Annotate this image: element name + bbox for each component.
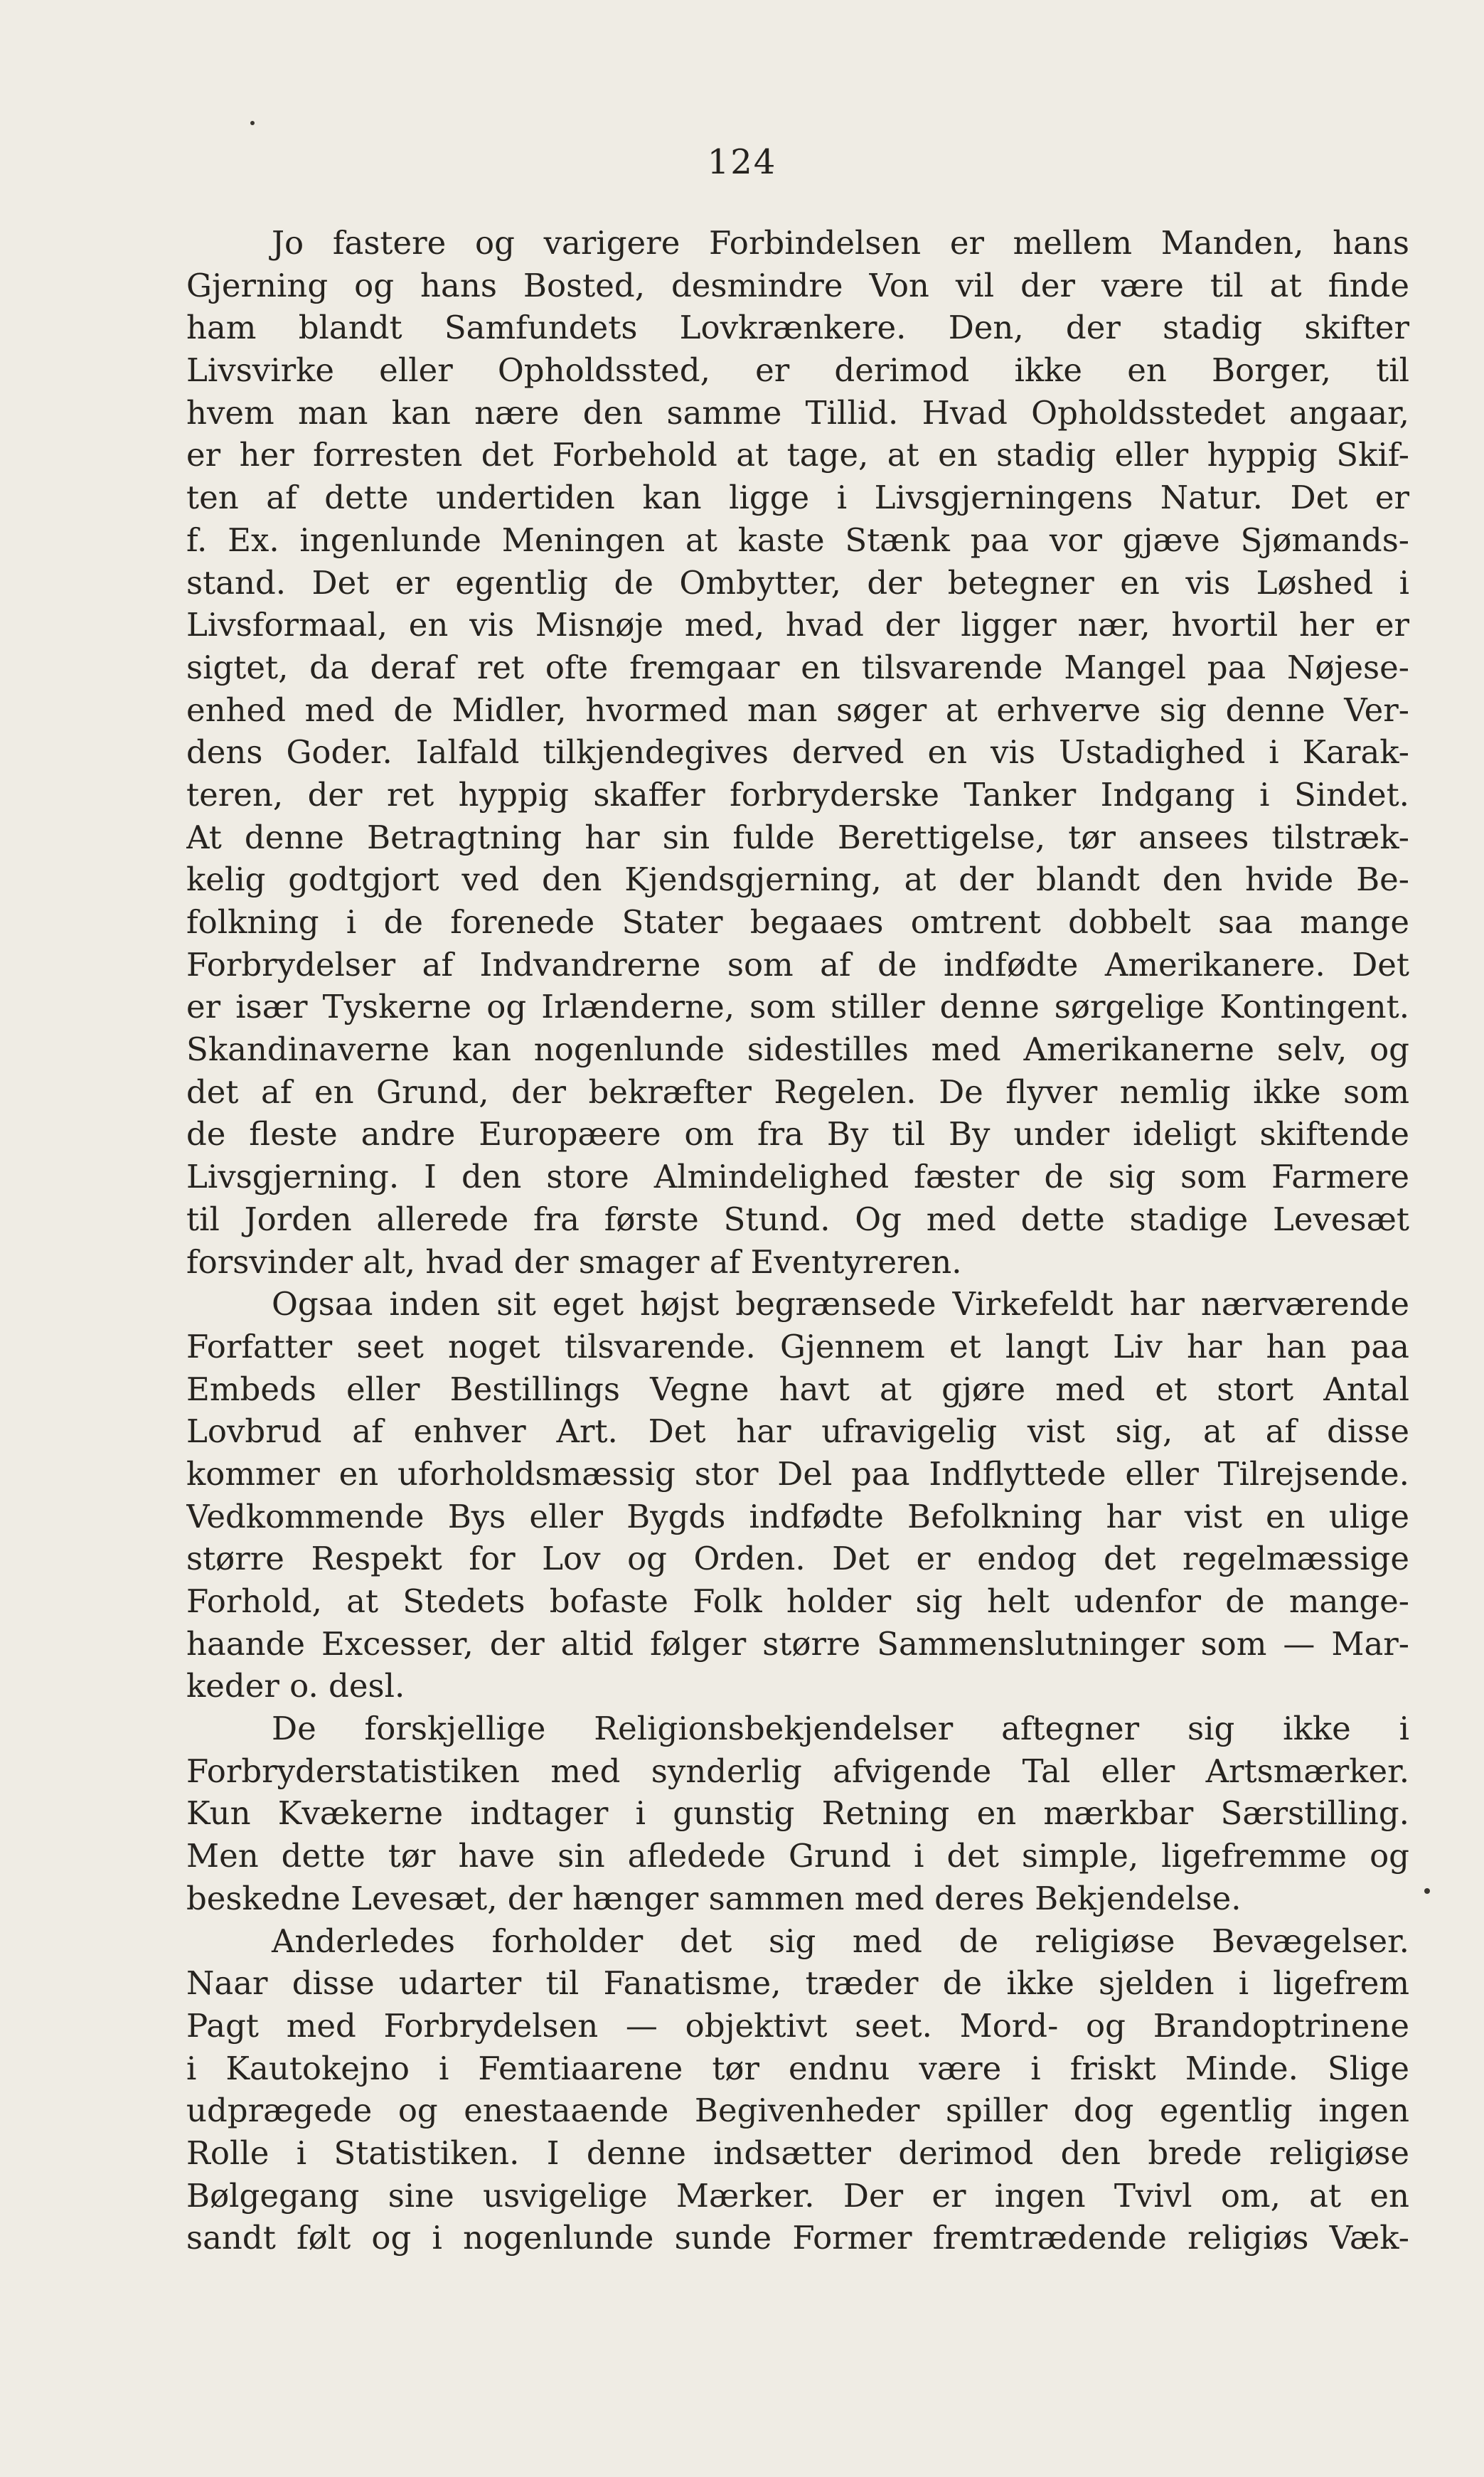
text-line: Livsgjerning. I den store Almindelighed fæster de sig som Farmere <box>186 1158 1409 1196</box>
text-line: teren, der ret hyppig skaffer forbryderske Tanker Indgang i Sindet. <box>186 775 1409 814</box>
text-line: De forskjellige Religionsbekjendelser aftegner sig ikke i <box>272 1710 1409 1748</box>
text-line: Forhold, at Stedets bofaste Folk holder sig helt udenfor de mange- <box>186 1582 1409 1620</box>
page-number: 124 <box>707 142 777 182</box>
text-line: Ogsaa inden sit eget højst begrænsede Virkefeldt har nærværende <box>272 1285 1409 1323</box>
text-line: de fleste andre Europæere om fra By til By under ideligt skiftende <box>186 1115 1409 1154</box>
text-line: er her forresten det Forbehold at tage, at en stadig eller hyppig Skif- <box>186 436 1409 474</box>
text-line: sigtet, da deraf ret ofte fremgaar en tilsvarende Mangel paa Nøjese- <box>186 648 1409 686</box>
text-line: keder o. desl. <box>186 1667 405 1705</box>
text-line: dens Goder. Ialfald tilkjendegives derved en vis Ustadighed i Karak- <box>186 733 1409 772</box>
text-line: det af en Grund, der bekræfter Regelen. De flyver nemlig ikke som <box>186 1072 1409 1111</box>
text-line: Kun Kvækerne indtager i gunstig Retning en mærkbar Særstilling. <box>186 1794 1409 1833</box>
text-line: Livsformaal, en vis Misnøje med, hvad der ligger nær, hvortil her er <box>186 606 1409 644</box>
text-line: ham blandt Samfundets Lovkrænkere. Den, der stadig skifter <box>186 309 1409 347</box>
text-line: Forfatter seet noget tilsvarende. Gjennem et langt Liv har han paa <box>186 1327 1409 1365</box>
text-line: Rolle i Statistiken. I denne indsætter derimod den brede religiøse <box>186 2134 1409 2172</box>
text-line: Embeds eller Bestillings Vegne havt at gjøre med et stort Antal <box>186 1370 1409 1408</box>
text-line: kelig godtgjort ved den Kjendsgjerning, at der blandt den hvide Be- <box>186 861 1409 899</box>
body-text <box>186 222 1409 2259</box>
text-line: Lovbrud af enhver Art. Det har ufravigelig vist sig, at af disse <box>186 1412 1409 1451</box>
text-line: sandt følt og i nogenlunde sunde Former fremtrædende religiøs Væk- <box>186 2219 1409 2257</box>
text-line: Vedkommende Bys eller Bygds indfødte Befolkning har vist en ulige <box>186 1497 1409 1535</box>
text-line: Men dette tør have sin afledede Grund i det simple, ligefremme og <box>186 1837 1409 1875</box>
text-line: til Jorden allerede fra første Stund. Og med dette stadige Levesæt <box>186 1200 1409 1238</box>
text-line: Anderledes forholder det sig med de religiøse Bevægelser. <box>272 1922 1409 1960</box>
text-line: haande Excesser, der altid følger større Sammenslutninger som — Mar- <box>186 1624 1409 1663</box>
text-line: enhed med de Midler, hvormed man søger at erhverve sig denne Ver- <box>186 691 1409 729</box>
text-line: Jo fastere og varigere Forbindelsen er mellem Manden, hans <box>272 224 1409 262</box>
text-line: Forbryderstatistiken med synderlig afvigende Tal eller Artsmærker. <box>186 1752 1409 1790</box>
text-line: i Kautokejno i Femtiaarene tør endnu være i friskt Minde. Slige <box>186 2049 1409 2087</box>
text-line: At denne Betragtning har sin fulde Berettigelse, tør ansees tilstræk- <box>186 818 1409 856</box>
text-line: Skandinaverne kan nogenlunde sidestilles med Amerikanerne selv, og <box>186 1030 1409 1069</box>
text-line: udprægede og enestaaende Begivenheder spiller dog egentlig ingen <box>186 2092 1409 2130</box>
print-speck <box>250 121 255 125</box>
text-line: Naar disse udarter til Fanatisme, træder de ikke sjelden i ligefrem <box>186 1964 1409 2003</box>
text-line: forsvinder alt, hvad der smager af Eventyreren. <box>186 1242 962 1281</box>
text-line: Livsvirke eller Opholdssted, er derimod ikke en Borger, til <box>186 351 1409 390</box>
text-line: stand. Det er egentlig de Ombytter, der betegner en vis Løshed i <box>186 563 1409 602</box>
text-line: kommer en uforholdsmæssig stor Del paa Indflyttede eller Tilrejsende. <box>186 1454 1409 1493</box>
text-line: større Respekt for Lov og Orden. Det er endog det regelmæssige <box>186 1540 1409 1578</box>
text-line: er især Tyskerne og Irlænderne, som stiller denne sørgelige Kontingent. <box>186 988 1409 1026</box>
text-line: Forbrydelser af Indvandrerne som af de indfødte Amerikanere. Det <box>186 945 1409 984</box>
text-line: f. Ex. ingenlunde Meningen at kaste Stænk paa vor gjæve Sjømands- <box>186 521 1409 559</box>
text-line: Bølgegang sine usvigelige Mærker. Der er ingen Tvivl om, at en <box>186 2176 1409 2215</box>
text-line: folkning i de forenede Stater begaaes omtrent dobbelt saa mange <box>186 903 1409 941</box>
print-speck <box>1424 1888 1430 1894</box>
text-line: ten af dette undertiden kan ligge i Livsgjerningens Natur. Det er <box>186 479 1409 517</box>
text-line: Pagt med Forbrydelsen — objektivt seet. Mord- og Brandoptrinene <box>186 2006 1409 2045</box>
text-line: beskedne Levesæt, der hænger sammen med deres Bekjendelse. <box>186 1879 1242 1917</box>
text-line: hvem man kan nære den samme Tillid. Hvad Opholdsstedet angaar, <box>186 393 1409 432</box>
text-line: Gjerning og hans Bosted, desmindre Von vil der være til at finde <box>186 266 1409 304</box>
